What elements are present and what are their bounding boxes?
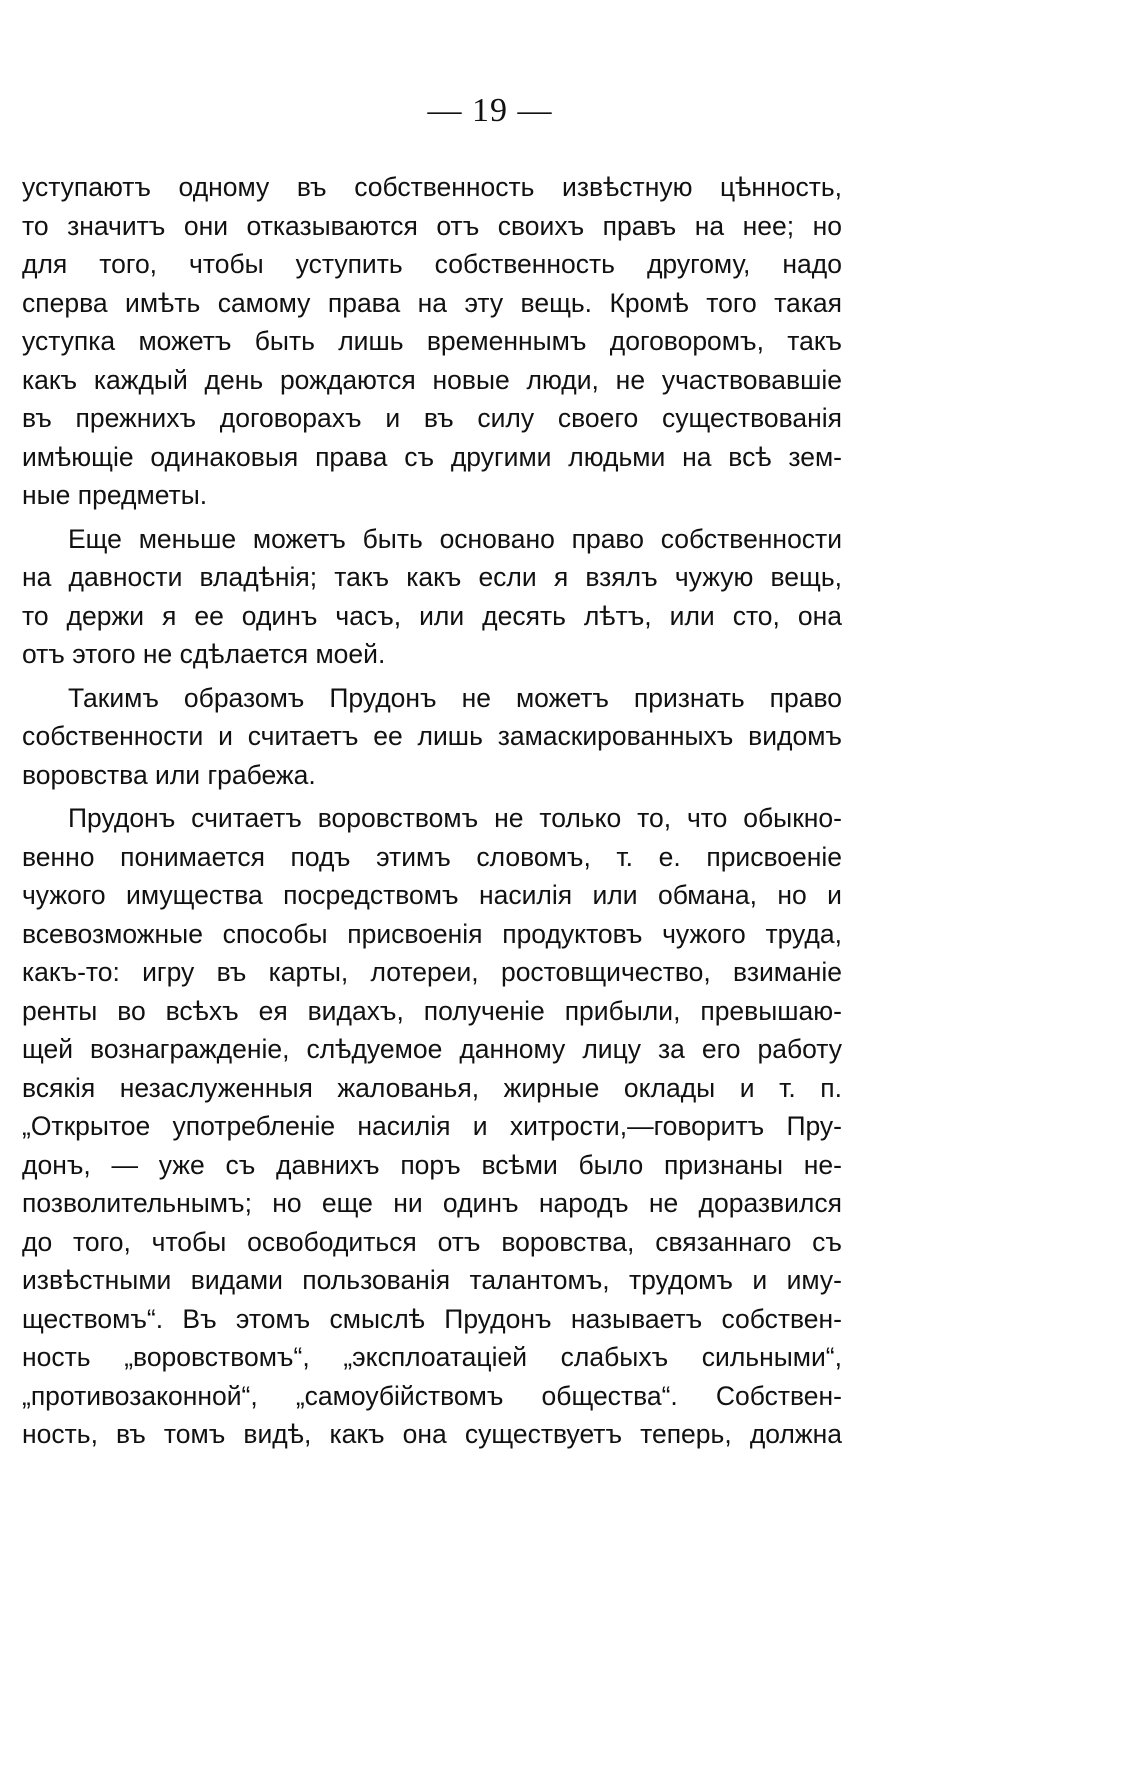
text-line: Такимъ образомъ Прудонъ не можетъ признать право (68, 682, 842, 713)
text-line: „Открытое употребленіе насилія и хитрости,—говоритъ Пру- (22, 1111, 842, 1141)
text-line: ществомъ“. Въ этомъ смыслѣ Прудонъ называетъ собствен- (22, 1303, 842, 1334)
text-line: для того, чтобы уступить собственность другому, надо (22, 249, 842, 279)
text-line: венно понимается подъ этимъ словомъ, т. е. присвоеніе (22, 841, 842, 872)
paragraph (22, 799, 842, 1454)
text-line: то значитъ они отказываются отъ своихъ правъ на нее; но (22, 210, 842, 241)
text-line: всякія незаслуженныя жалованья, жирные оклады и т. п. (22, 1072, 842, 1103)
text-line: имѣющіе одинаковыя права съ другими людьми на всѣ зем- (22, 441, 842, 472)
text-line: ность, въ томъ видѣ, какъ она существуетъ теперь, должна (22, 1419, 842, 1449)
text-line: въ прежнихъ договорахъ и въ силу своего существованія (22, 403, 842, 433)
text-line: воровства или грабежа. (22, 759, 316, 790)
paragraph (22, 679, 842, 795)
text-line: „противозаконной“, „самоубійствомъ общества“. Собствен- (22, 1380, 842, 1411)
text-line: щей вознагражденіе, слѣдуемое данному лицу за его работу (22, 1034, 842, 1064)
text-line: то держи я ее одинъ часъ, или десять лѣтъ, или сто, она (22, 600, 842, 631)
text-line: извѣстными видами пользованія талантомъ, трудомъ и иму- (22, 1265, 842, 1295)
text-line: до того, чтобы освободиться отъ воровства, связаннаго съ (22, 1226, 842, 1257)
text-line: сперва имѣть самому права на эту вещь. Кромѣ того такая (22, 287, 842, 318)
text-line: чужого имущества посредствомъ насилія или обмана, но и (22, 880, 842, 910)
text-line: уступка можетъ быть лишь временнымъ договоромъ, такъ (22, 326, 842, 356)
text-line: ренты во всѣхъ ея видахъ, полученіе прибыли, превышаю- (22, 995, 842, 1026)
body-text (22, 168, 842, 1454)
text-line: какъ каждый день рождаются новые люди, не участвовавшіе (22, 364, 842, 395)
text-line: ность „воровствомъ“, „эксплоатаціей слабыхъ сильными“, (22, 1342, 842, 1372)
text-line: какъ-то: игру въ карты, лотереи, ростовщичество, взиманіе (22, 957, 842, 987)
text-line: отъ этого не сдѣлается моей. (22, 639, 386, 669)
text-line: Еще меньше можетъ быть основано право собственности (68, 523, 842, 554)
text-line: всевозможные способы присвоенія продуктовъ чужого труда, (22, 918, 842, 949)
text-line: уступаютъ одному въ собственность извѣстную цѣнность, (22, 172, 842, 202)
text-line: ные предметы. (22, 480, 208, 510)
text-line: собственности и считаетъ ее лишь замаскированныхъ видомъ (22, 721, 842, 751)
text-line: донъ, — уже съ давнихъ поръ всѣми было признаны не- (22, 1149, 842, 1180)
page-number: — 19 — (427, 92, 553, 129)
paragraph (22, 520, 842, 674)
text-line: позволительнымъ; но еще ни одинъ народъ не доразвился (22, 1188, 842, 1218)
paragraph (22, 168, 842, 515)
text-line: Прудонъ считаетъ воровствомъ не только то, что обыкно- (68, 803, 842, 833)
text-line: на давности владѣнія; такъ какъ если я взялъ чужую вещь, (22, 562, 842, 592)
